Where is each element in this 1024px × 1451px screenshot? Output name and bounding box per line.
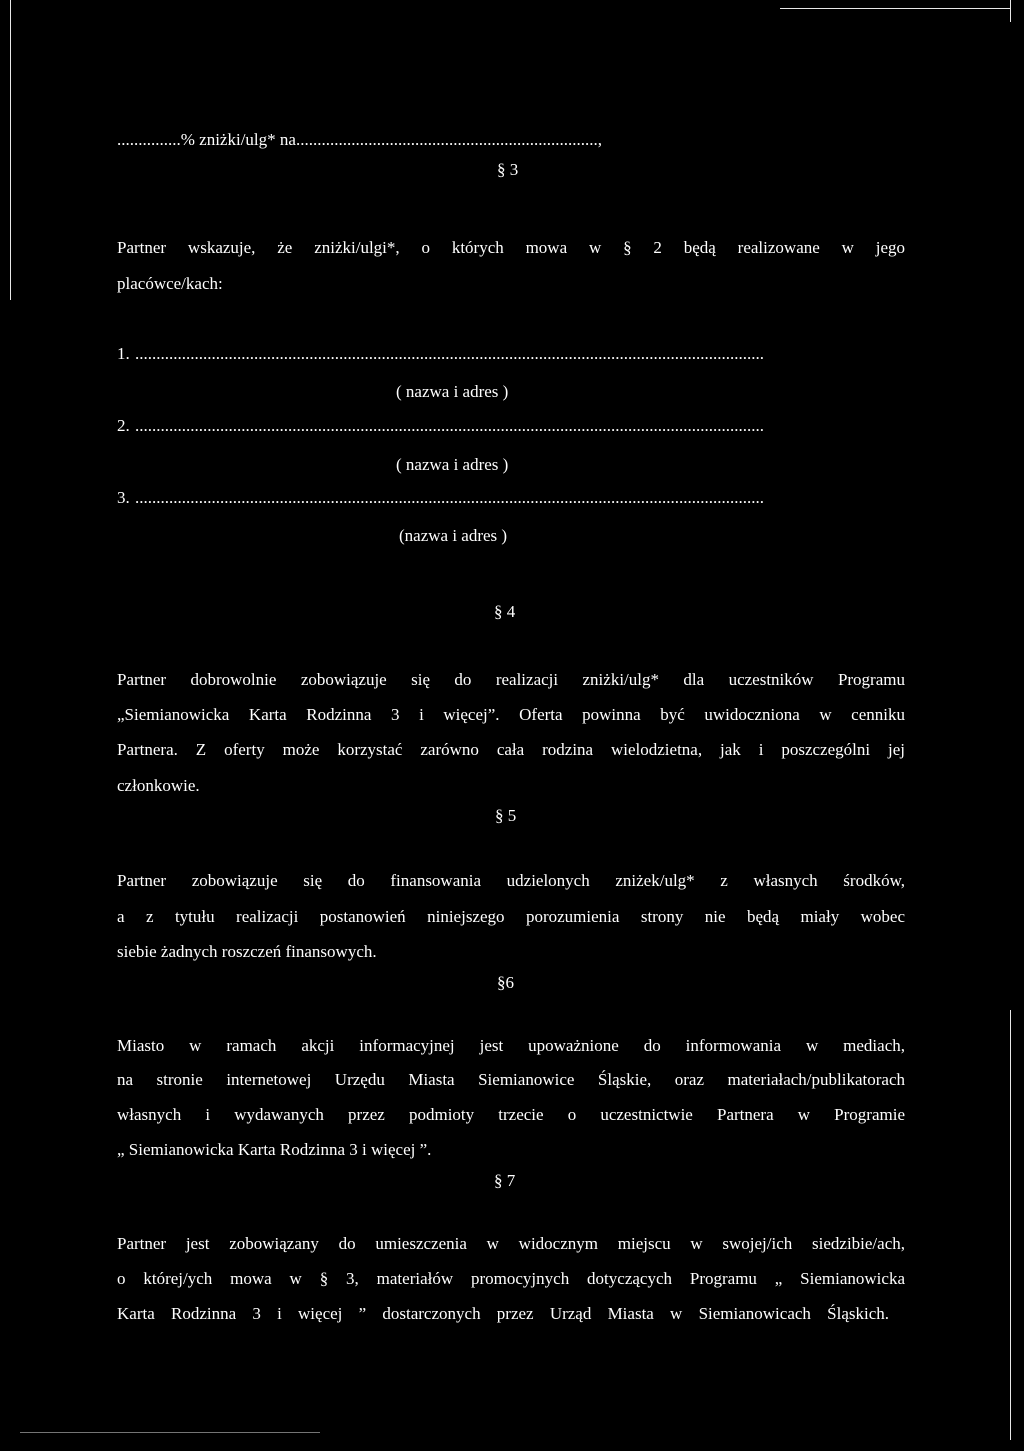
section-7-para-line-2: o której/ych mowa w § 3, materiałów promocyjnych dotyczących Programu „ Siemianowicka	[117, 1269, 905, 1288]
section-4-title: § 4	[494, 602, 516, 621]
section-7-para-line-3: Karta Rodzinna 3 i więcej ” dostarczonych przez Urząd Miasta w Siemianowicach Śląskich.	[117, 1304, 889, 1323]
item-3-dots: ....................................................................................................................................................	[135, 489, 764, 506]
scan-edge-bottom	[20, 1432, 320, 1433]
section-5-para-line-2: a z tytułu realizacji postanowień niniejszego porozumienia strony nie będą miały wobec	[117, 907, 905, 926]
item-2-dots: ....................................................................................................................................................	[135, 417, 764, 434]
item-3-number: 3.	[117, 488, 130, 507]
item-1-number: 1.	[117, 344, 130, 363]
item-3-caption: (nazwa i adres )	[399, 526, 508, 545]
scan-edge-top-right-vertical	[1010, 0, 1011, 22]
section-5-title: § 5	[495, 806, 517, 825]
scan-edge-right	[1010, 1010, 1011, 1440]
section-3-title: § 3	[497, 160, 519, 179]
section-4-para-line-3: Partnera. Z oferty może korzystać zarówno cała rodzina wielodzietna, jak i poszczególni jej	[117, 740, 905, 759]
section-4-para-line-2: „Siemianowicka Karta Rodzinna 3 i więcej”. Oferta powinna być uwidoczniona w cenniku	[117, 705, 905, 724]
section-6-para-line-1: Miasto w ramach akcji informacyjnej jest upoważnione do informowania w mediach,	[117, 1036, 905, 1055]
section-6-para-line-3: własnych i wydawanych przez podmioty trzecie o uczestnictwie Partnera w Programie	[117, 1105, 905, 1124]
scan-edge-left	[10, 0, 11, 300]
section-5-para-line-1: Partner zobowiązuje się do finansowania udzielonych zniżek/ulg* z własnych środków,	[117, 871, 905, 890]
section-6-title: §6	[497, 973, 514, 992]
section-4-para-line-4: członkowie.	[117, 776, 200, 795]
section-5-para-line-3: siebie żadnych roszczeń finansowych.	[117, 942, 377, 961]
item-1-dots: ....................................................................................................................................................	[135, 345, 764, 362]
item-2-caption: ( nazwa i adres )	[396, 455, 509, 474]
scan-edge-top-right	[780, 8, 1010, 9]
section-7-para-line-1: Partner jest zobowiązany do umieszczenia w widocznym miejscu w swojej/ich siedzibie/ach,	[117, 1234, 905, 1253]
item-2-number: 2.	[117, 416, 130, 435]
discount-header-line: ...............% zniżki/ulg* na.......................................................................,	[117, 130, 602, 149]
section-7-title: § 7	[494, 1171, 516, 1190]
section-3-para-line-1: Partner wskazuje, że zniżki/ulgi*, o których mowa w § 2 będą realizowane w jego	[117, 238, 905, 257]
section-6-para-line-4: „ Siemianowicka Karta Rodzinna 3 i więcej ”.	[117, 1140, 432, 1159]
section-4-para-line-1: Partner dobrowolnie zobowiązuje się do realizacji zniżki/ulg* dla uczestników Programu	[117, 670, 905, 689]
section-6-para-line-2: na stronie internetowej Urzędu Miasta Siemianowice Śląskie, oraz materiałach/publikatorach	[117, 1070, 905, 1089]
section-3-para-line-2: placówce/kach:	[117, 274, 223, 293]
item-1-caption: ( nazwa i adres )	[396, 382, 509, 401]
